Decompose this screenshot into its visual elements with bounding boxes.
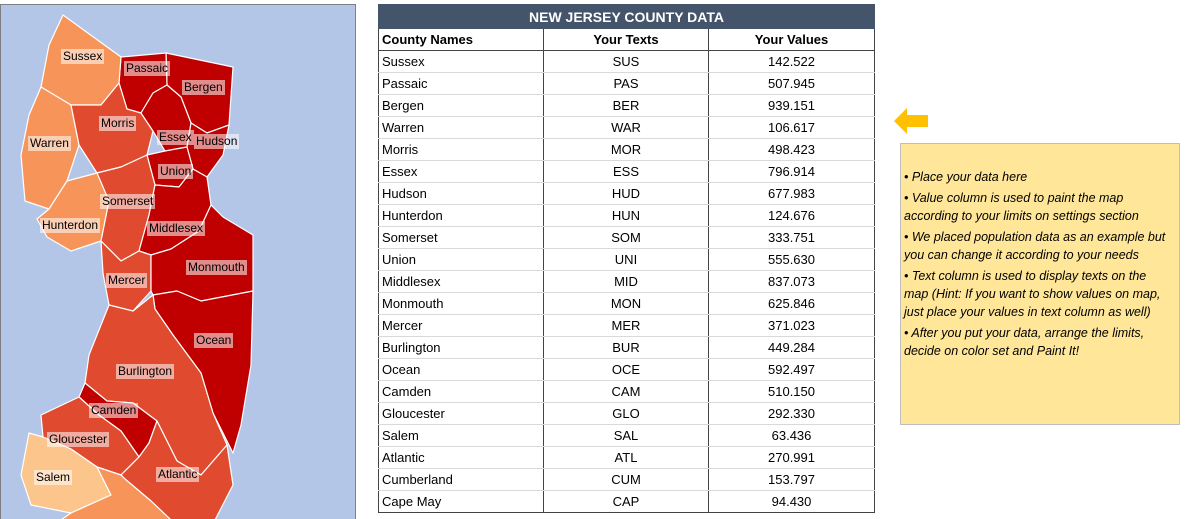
county-name-cell[interactable]: Cape May [379, 491, 544, 513]
county-name-cell[interactable]: Ocean [379, 359, 544, 381]
county-text-cell[interactable]: WAR [544, 117, 709, 139]
county-value-cell[interactable]: 498.423 [709, 139, 875, 161]
table-row [379, 403, 875, 425]
county-value-cell[interactable]: 106.617 [709, 117, 875, 139]
county-text-cell[interactable]: CAP [544, 491, 709, 513]
county-value-cell[interactable]: 142.522 [709, 51, 875, 73]
county-text-cell[interactable]: PAS [544, 73, 709, 95]
table-row [379, 425, 875, 447]
county-name-cell[interactable]: Union [379, 249, 544, 271]
county-name-cell[interactable]: Monmouth [379, 293, 544, 315]
county-value-cell[interactable]: 94.430 [709, 491, 875, 513]
map-label-monmouth: Monmouth [188, 260, 245, 274]
county-text-cell[interactable]: MID [544, 271, 709, 293]
county-value-cell[interactable]: 837.073 [709, 271, 875, 293]
county-text-cell[interactable]: SUS [544, 51, 709, 73]
county-value-cell[interactable]: 555.630 [709, 249, 875, 271]
table-row [379, 271, 875, 293]
map-label-bergen: Bergen [184, 80, 223, 94]
county-value-cell[interactable]: 270.991 [709, 447, 875, 469]
table-row [379, 293, 875, 315]
county-name-cell[interactable]: Atlantic [379, 447, 544, 469]
note-bullet: • After you put your data, arrange the limits, decide on color set and Paint It! [904, 326, 1145, 358]
county-map [0, 4, 356, 519]
county-name-cell[interactable]: Gloucester [379, 403, 544, 425]
county-text-cell[interactable]: MER [544, 315, 709, 337]
county-value-cell[interactable]: 592.497 [709, 359, 875, 381]
table-row [379, 183, 875, 205]
table-row [379, 227, 875, 249]
map-label-passaic: Passaic [126, 61, 169, 75]
county-name-cell[interactable]: Warren [379, 117, 544, 139]
table-row [379, 205, 875, 227]
table-header-row [379, 29, 875, 51]
county-text-cell[interactable]: GLO [544, 403, 709, 425]
county-value-cell[interactable]: 449.284 [709, 337, 875, 359]
county-text-cell[interactable]: OCE [544, 359, 709, 381]
map-label-hunterdon: Hunterdon [42, 218, 99, 232]
county-text-cell[interactable]: UNI [544, 249, 709, 271]
county-name-cell[interactable]: Hudson [379, 183, 544, 205]
map-label-warren: Warren [30, 136, 69, 150]
county-value-cell[interactable]: 292.330 [709, 403, 875, 425]
county-name-cell[interactable]: Salem [379, 425, 544, 447]
county-value-cell[interactable]: 510.150 [709, 381, 875, 403]
column-header-county-names: County Names [379, 29, 544, 51]
table-row [379, 117, 875, 139]
map-label-sussex: Sussex [63, 49, 103, 63]
table-row [379, 315, 875, 337]
map-label-atlantic: Atlantic [158, 467, 198, 481]
map-label-hudson: Hudson [196, 134, 238, 148]
note-bullet: • Place your data here [904, 170, 1028, 184]
map-label-morris: Morris [101, 116, 135, 130]
map-label-middlesex: Middlesex [149, 221, 204, 235]
county-text-cell[interactable]: SAL [544, 425, 709, 447]
county-name-cell[interactable]: Cumberland [379, 469, 544, 491]
county-name-cell[interactable]: Somerset [379, 227, 544, 249]
county-name-cell[interactable]: Burlington [379, 337, 544, 359]
table-row [379, 249, 875, 271]
table-row [379, 447, 875, 469]
county-value-cell[interactable]: 796.914 [709, 161, 875, 183]
county-value-cell[interactable]: 124.676 [709, 205, 875, 227]
county-text-cell[interactable]: ESS [544, 161, 709, 183]
county-text-cell[interactable]: HUD [544, 183, 709, 205]
left-arrow-icon [894, 108, 928, 134]
map-label-essex: Essex [159, 130, 192, 144]
note-bullet: • Text column is used to display texts on the map (Hint: If you want to show values on map, just place your values in text column as well) [904, 269, 1161, 319]
county-text-cell[interactable]: SOM [544, 227, 709, 249]
county-value-cell[interactable]: 507.945 [709, 73, 875, 95]
map-label-salem: Salem [36, 470, 71, 484]
table-title: NEW JERSEY COUNTY DATA [379, 5, 875, 29]
table-row [379, 95, 875, 117]
county-text-cell[interactable]: BUR [544, 337, 709, 359]
county-value-cell[interactable]: 939.151 [709, 95, 875, 117]
column-header-your-values: Your Values [709, 29, 875, 51]
map-label-ocean: Ocean [196, 333, 232, 347]
county-name-cell[interactable]: Essex [379, 161, 544, 183]
table-row [379, 139, 875, 161]
county-text-cell[interactable]: ATL [544, 447, 709, 469]
county-value-cell[interactable]: 333.751 [709, 227, 875, 249]
county-value-cell[interactable]: 153.797 [709, 469, 875, 491]
county-text-cell[interactable]: MON [544, 293, 709, 315]
county-name-cell[interactable]: Morris [379, 139, 544, 161]
table-row [379, 73, 875, 95]
county-name-cell[interactable]: Hunterdon [379, 205, 544, 227]
column-header-your-texts: Your Texts [544, 29, 709, 51]
county-text-cell[interactable]: MOR [544, 139, 709, 161]
county-text-cell[interactable]: CAM [544, 381, 709, 403]
table-row [379, 381, 875, 403]
map-label-burlington: Burlington [118, 364, 173, 378]
table-row [379, 51, 875, 73]
county-name-cell[interactable]: Sussex [379, 51, 544, 73]
map-label-mercer: Mercer [108, 273, 146, 287]
map-label-gloucester: Gloucester [49, 432, 108, 446]
county-name-cell[interactable]: Middlesex [379, 271, 544, 293]
county-value-cell[interactable]: 677.983 [709, 183, 875, 205]
map-label-union: Union [160, 164, 192, 178]
county-name-cell[interactable]: Bergen [379, 95, 544, 117]
county-value-cell[interactable]: 371.023 [709, 315, 875, 337]
county-value-cell[interactable]: 625.846 [709, 293, 875, 315]
map-label-somerset: Somerset [102, 194, 154, 208]
county-text-cell[interactable]: CUM [544, 469, 709, 491]
table-row [379, 359, 875, 381]
instructions-note [900, 143, 1180, 425]
table-row [379, 161, 875, 183]
county-text-cell[interactable]: BER [544, 95, 709, 117]
table-row [379, 491, 875, 513]
table-row [379, 337, 875, 359]
county-name-cell[interactable]: Camden [379, 381, 544, 403]
county-value-cell[interactable]: 63.436 [709, 425, 875, 447]
map-label-camden: Camden [91, 403, 137, 417]
note-bullet: • We placed population data as an example but you can change it according to your needs [904, 230, 1166, 262]
table-row [379, 469, 875, 491]
county-text-cell[interactable]: HUN [544, 205, 709, 227]
county-name-cell[interactable]: Passaic [379, 73, 544, 95]
county-name-cell[interactable]: Mercer [379, 315, 544, 337]
note-bullet: • Value column is used to paint the map according to your limits on settings section [904, 191, 1139, 223]
county-data-table [378, 4, 875, 513]
